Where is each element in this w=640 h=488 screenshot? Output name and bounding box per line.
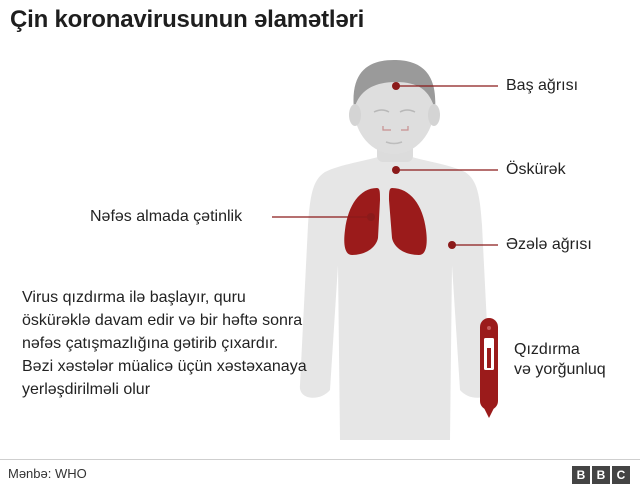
muscle-dot (448, 241, 456, 249)
label-headache: Baş ağrısı (506, 77, 579, 94)
bbc-logo-letter-b1: B (572, 466, 590, 484)
description-text: Virus qızdırma ilə başlayır, quru öskürəklə davam edir və bir həftə sonra nəfəs çatışmazlığına gətirib çıxardır. Bəzi xəstələr müalicə üçün xəstəxanaya yerləşdirilməli olur (22, 289, 307, 398)
label-breathing-difficulty: Nəfəs almada çətinlik (90, 208, 243, 225)
label-cough: Öskürək (506, 161, 566, 178)
bbc-logo-letter-c: C (612, 466, 630, 484)
cough-dot (392, 166, 400, 174)
breathing-dot (367, 213, 375, 221)
label-fever-line2: və yorğunluq (514, 361, 606, 378)
label-fever-line1: Qızdırma (514, 341, 580, 358)
thermometer-icon (480, 318, 498, 418)
left-ear (349, 104, 361, 126)
footer-divider (0, 459, 640, 460)
label-muscle-pain: Əzələ ağrısı (506, 236, 592, 253)
label-fever-fatigue (514, 340, 606, 380)
page-title: Çin koronavirusunun əlamətləri (10, 6, 365, 33)
right-ear (428, 104, 440, 126)
source-credit: Mənbə: WHO (8, 466, 87, 481)
headache-dot (392, 82, 400, 90)
bbc-logo-letter-b2: B (592, 466, 610, 484)
bbc-logo (572, 466, 630, 484)
